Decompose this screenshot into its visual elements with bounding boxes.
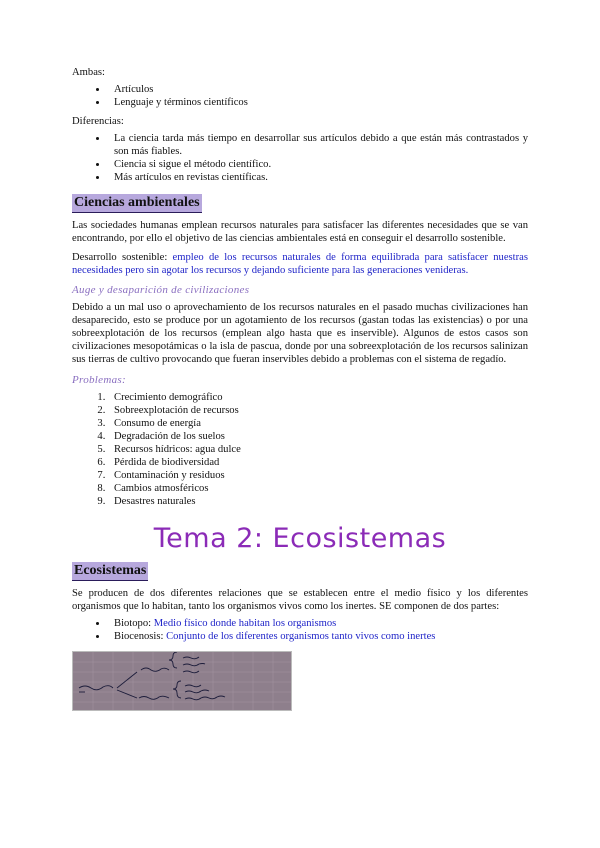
- list-item: • Ciencia si sigue el método científico.: [108, 158, 528, 171]
- auge-paragraph: Debido a un mal uso o aprovechamiento de los recursos naturales en el pasado muchas civilizaciones han desaparecido, esto se produce por un agotamiento de los recursos (gastan todas las existencias) o por una sobreexplotación de los recursos (emplean algo hasta que es inservible). Algunos de estos casos son civilizaciones mesopotámicas o la isla de pascua, donde por una sobreexplotación de los recursos salinizan sus tierras de cultivo provocando que fueran inservibles debido a problemas con el sistema de regadío.: [72, 302, 528, 365]
- list-item: [108, 630, 528, 643]
- ambas-label: Ambas:: [72, 67, 105, 78]
- auge-heading: Auge y desaparición de civilizaciones: [72, 284, 250, 296]
- list-item: [108, 617, 528, 630]
- ecosistemas-intro: Se producen de dos diferentes relaciones que se establecen entre el medio físico y los diferentes organismos que lo habitan, tanto los organismos vivos como los inertes. SE componen de dos partes:: [72, 588, 528, 612]
- ciencias-ambientales-heading: Ciencias ambientales: [72, 194, 202, 213]
- list-item: • Lenguaje y términos científicos: [108, 96, 528, 109]
- list-item: 9. Desastres naturales: [108, 495, 528, 508]
- biotopo-definition: Medio físico donde habitan los organismos: [151, 618, 337, 629]
- list-item: 5. Recursos hídricos: agua dulce: [108, 443, 528, 456]
- diferencias-label: Diferencias:: [72, 116, 124, 127]
- list-item: 1. Crecimiento demográfico: [108, 391, 528, 404]
- list-item: 4. Degradación de los suelos: [108, 430, 528, 443]
- ecosistemas-heading: Ecosistemas: [72, 562, 148, 581]
- biocenosis-term: Biocenosis:: [114, 631, 164, 642]
- problemas-heading: Problemas:: [72, 374, 126, 386]
- list-item: 7. Contaminación y residuos: [108, 469, 528, 482]
- list-item: 8. Cambios atmosféricos: [108, 482, 528, 495]
- document-page: [72, 66, 528, 715]
- list-item: 3. Consumo de energía: [108, 417, 528, 430]
- tema-title: Tema 2: Ecosistemas: [153, 523, 447, 554]
- desarrollo-sostenible-term: Desarrollo sostenible:: [72, 252, 168, 263]
- handwritten-diagram-image: [72, 651, 292, 711]
- list-item: • La ciencia tarda más tiempo en desarrollar sus artículos debido a que están más contrastados y son más fiables.: [108, 132, 528, 158]
- list-item: 2. Sobreexplotación de recursos: [108, 404, 528, 417]
- desarrollo-sostenible-definition: empleo de los recursos naturales de forma equilibrada para satisfacer nuestras necesidades pero sin agotar los recursos y dejando suficiente para las generaciones venideras.: [72, 252, 528, 276]
- biocenosis-definition: Conjunto de los diferentes organismos tanto vivos como inertes: [163, 631, 436, 642]
- ambientales-intro: Las sociedades humanas emplean recursos naturales para satisfacer las diferentes necesidades que se van encontrando, por ello el objetivo de las ciencias ambientales está en conseguir el desarrollo sostenible.: [72, 220, 528, 244]
- list-item: 6. Pérdida de biodiversidad: [108, 456, 528, 469]
- desarrollo-sostenible-paragraph: [72, 251, 528, 277]
- problemas-list: [72, 391, 528, 508]
- biotopo-term: Biotopo:: [114, 618, 152, 629]
- ecosistemas-list: [72, 617, 528, 643]
- ambas-list: [72, 83, 528, 109]
- diferencias-list: [72, 132, 528, 184]
- list-item: • Artículos: [108, 83, 528, 96]
- list-item: • Más artículos en revistas científicas.: [108, 171, 528, 184]
